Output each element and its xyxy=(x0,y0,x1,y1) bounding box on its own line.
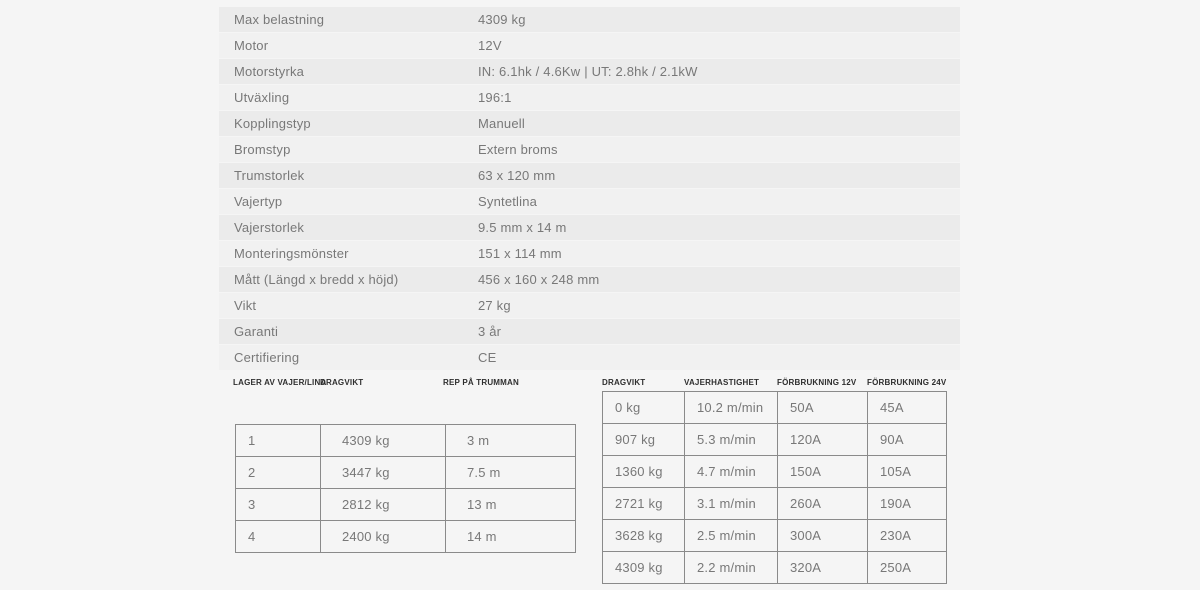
spec-label: Kopplingstyp xyxy=(234,116,311,131)
spec-row xyxy=(219,85,960,110)
table-cell: 3447 kg xyxy=(321,457,446,489)
spec-label: Certifiering xyxy=(234,350,300,365)
spec-label: Vajerstorlek xyxy=(234,220,305,235)
table-cell: 3628 kg xyxy=(603,520,685,552)
table-cell: 300A xyxy=(778,520,868,552)
table-cell: 4.7 m/min xyxy=(685,456,778,488)
spec-row xyxy=(219,33,960,58)
spec-table xyxy=(219,7,960,371)
spec-value: 27 kg xyxy=(478,298,511,313)
layer-table-header-rep: REP PÅ TRUMMAN xyxy=(443,378,519,387)
table-cell: 230A xyxy=(868,520,947,552)
table-cell: 10.2 m/min xyxy=(685,392,778,424)
spec-label: Vikt xyxy=(234,298,257,313)
spec-label: Garanti xyxy=(234,324,279,339)
table-cell: 45A xyxy=(868,392,947,424)
spec-value: Extern broms xyxy=(478,142,558,157)
table-cell: 260A xyxy=(778,488,868,520)
table-cell: 250A xyxy=(868,552,947,584)
table-cell: 0 kg xyxy=(603,392,685,424)
table-cell: 3 m xyxy=(446,425,576,457)
spec-row xyxy=(219,293,960,318)
spec-value: 456 x 160 x 248 mm xyxy=(478,272,600,287)
spec-value: CE xyxy=(478,350,497,365)
spec-label: Monteringsmönster xyxy=(234,246,349,261)
spec-label: Vajertyp xyxy=(234,194,283,209)
table-row xyxy=(603,424,947,456)
table-row xyxy=(236,489,576,521)
spec-row xyxy=(219,215,960,240)
spec-row xyxy=(219,59,960,84)
spec-label: Mått (Längd x bredd x höjd) xyxy=(234,272,399,287)
table-cell: 2 xyxy=(236,457,321,489)
table-cell: 4309 kg xyxy=(321,425,446,457)
spec-label: Utväxling xyxy=(234,90,290,105)
table-cell: 14 m xyxy=(446,521,576,553)
table-row xyxy=(603,488,947,520)
speed-table-header-vajerhastighet: VAJERHASTIGHET xyxy=(684,378,760,387)
speed-table-header-forbrukning12v: FÖRBRUKNING 12V xyxy=(777,378,857,387)
spec-row xyxy=(219,345,960,370)
spec-value: Syntetlina xyxy=(478,194,538,209)
table-cell: 1 xyxy=(236,425,321,457)
table-row xyxy=(236,457,576,489)
spec-value: 196:1 xyxy=(478,90,512,105)
layer-table-header-dragvikt: DRAGVIKT xyxy=(320,378,364,387)
spec-value: 4309 kg xyxy=(478,12,526,27)
spec-label: Motorstyrka xyxy=(234,64,305,79)
table-cell: 50A xyxy=(778,392,868,424)
table-cell: 90A xyxy=(868,424,947,456)
table-cell: 2.2 m/min xyxy=(685,552,778,584)
speed-table-header-forbrukning24v: FÖRBRUKNING 24V xyxy=(867,378,947,387)
spec-row xyxy=(219,267,960,292)
spec-value: 9.5 mm x 14 m xyxy=(478,220,567,235)
spec-label: Max belastning xyxy=(234,12,325,27)
table-cell: 5.3 m/min xyxy=(685,424,778,456)
table-row xyxy=(603,456,947,488)
spec-row xyxy=(219,111,960,136)
table-row xyxy=(236,521,576,553)
table-row xyxy=(236,425,576,457)
table-cell: 2812 kg xyxy=(321,489,446,521)
table-cell: 907 kg xyxy=(603,424,685,456)
table-cell: 4309 kg xyxy=(603,552,685,584)
table-cell: 2721 kg xyxy=(603,488,685,520)
spec-row xyxy=(219,7,960,32)
spec-label: Bromstyp xyxy=(234,142,291,157)
table-row xyxy=(603,552,947,584)
table-cell: 120A xyxy=(778,424,868,456)
layer-table-header-lager: LAGER AV VAJER/LINA xyxy=(233,378,327,387)
spec-value: 63 x 120 mm xyxy=(478,168,556,183)
table-cell: 150A xyxy=(778,456,868,488)
table-row xyxy=(603,520,947,552)
table-cell: 3 xyxy=(236,489,321,521)
speed-consumption-table xyxy=(602,391,947,584)
spec-value: 12V xyxy=(478,38,502,53)
table-cell: 2400 kg xyxy=(321,521,446,553)
table-cell: 4 xyxy=(236,521,321,553)
table-cell: 320A xyxy=(778,552,868,584)
spec-row xyxy=(219,189,960,214)
table-row xyxy=(603,392,947,424)
table-cell: 2.5 m/min xyxy=(685,520,778,552)
spec-value: 151 x 114 mm xyxy=(478,246,562,261)
table-cell: 190A xyxy=(868,488,947,520)
spec-label: Motor xyxy=(234,38,269,53)
speed-table-header-dragvikt: DRAGVIKT xyxy=(602,378,646,387)
spec-value: IN: 6.1hk / 4.6Kw | UT: 2.8hk / 2.1kW xyxy=(478,64,698,79)
spec-label: Trumstorlek xyxy=(234,168,305,183)
layer-capacity-table xyxy=(235,424,576,553)
spec-row xyxy=(219,163,960,188)
table-cell: 13 m xyxy=(446,489,576,521)
spec-value: 3 år xyxy=(478,324,502,339)
spec-value: Manuell xyxy=(478,116,525,131)
table-cell: 3.1 m/min xyxy=(685,488,778,520)
table-cell: 7.5 m xyxy=(446,457,576,489)
spec-row xyxy=(219,241,960,266)
table-cell: 105A xyxy=(868,456,947,488)
spec-row xyxy=(219,137,960,162)
spec-row xyxy=(219,319,960,344)
table-cell: 1360 kg xyxy=(603,456,685,488)
